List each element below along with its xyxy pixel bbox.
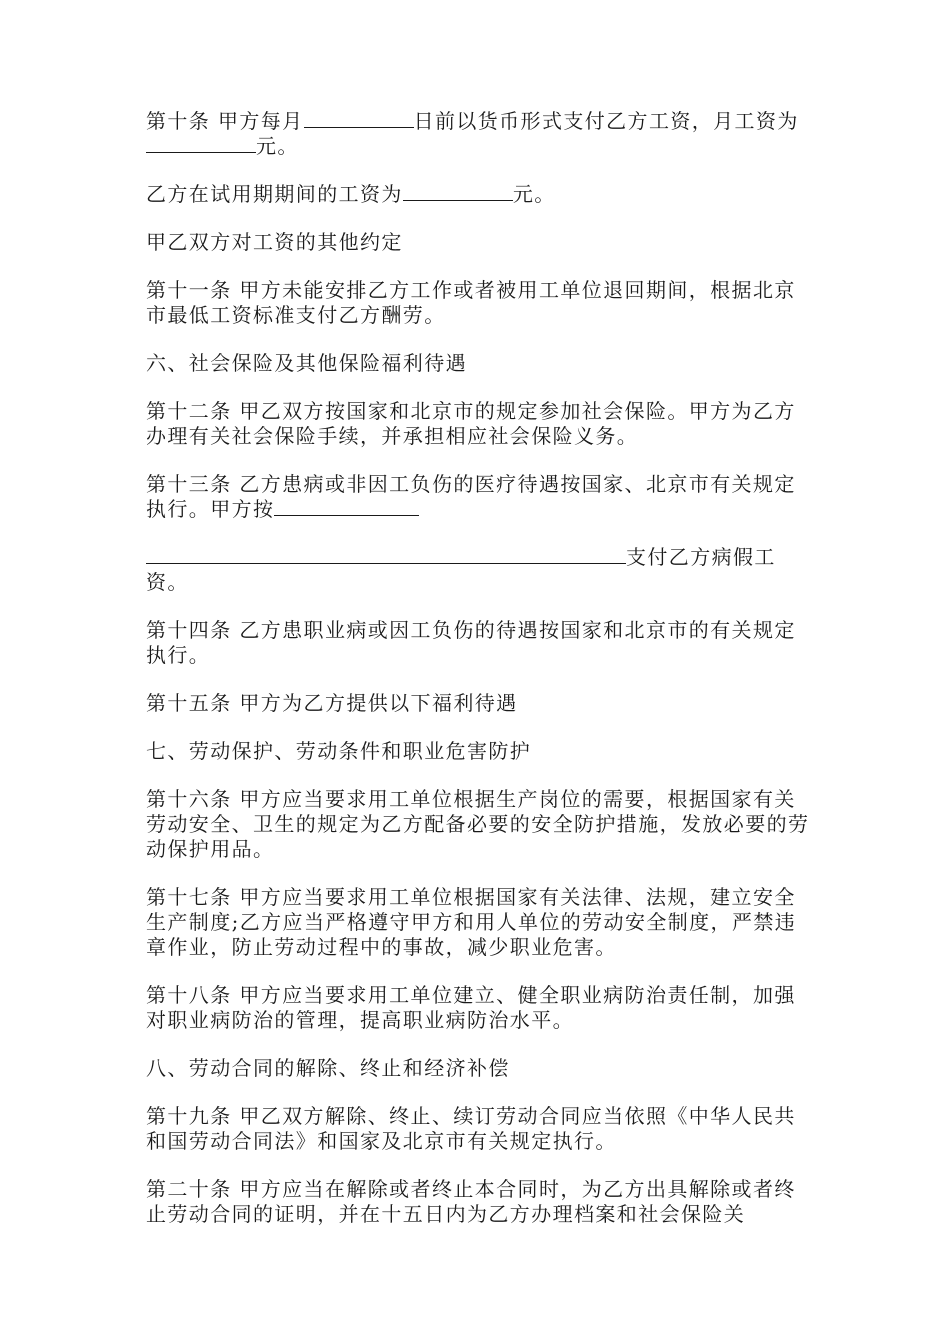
pay-day-blank <box>304 109 414 128</box>
other-wage-agreement: 甲乙双方对工资的其他约定 <box>146 230 403 254</box>
article-13 <box>146 472 814 522</box>
trial-wage-text-a: 乙方在试用期期间的工资为 <box>146 182 403 206</box>
article-10 <box>146 109 814 159</box>
article-16: 第十六条 甲方应当要求用工单位根据生产岗位的需要，根据国家有关劳动安全、卫生的规定为乙方配备必要的安全防护措施，发放必要的劳动保护用品。 <box>146 787 810 861</box>
article-20: 第二十条 甲方应当在解除或者终止本合同时，为乙方出具解除或者终止劳动合同的证明，并在十五日内为乙方办理档案和社会保险关 <box>146 1177 796 1226</box>
sick-pay-blank-2 <box>146 545 626 564</box>
article-10-text-a: 第十条 甲方每月 <box>146 109 304 133</box>
sick-pay-blank-1 <box>274 497 419 516</box>
article-13-text-a: 第十三条 乙方患病或非因工负伤的医疗待遇按国家、北京市有关规定执行。甲方按 <box>146 472 796 521</box>
article-10-text-b: 日前以货币形式支付乙方工资，月工资为 <box>413 109 799 133</box>
article-18: 第十八条 甲方应当要求用工单位建立、健全职业病防治责任制，加强对职业病防治的管理，提高职业病防治水平。 <box>146 983 796 1032</box>
article-14: 第十四条 乙方患职业病或因工负伤的待遇按国家和北京市的有关规定执行。 <box>146 618 796 667</box>
article-17: 第十七条 甲方应当要求用工单位根据国家有关法律、法规，建立安全生产制度;乙方应当严格遵守甲方和用人单位的劳动安全制度，严禁违章作业，防止劳动过程中的事故，减少职业危害。 <box>146 885 797 959</box>
article-13-continued <box>146 545 814 595</box>
section-heading-6: 六、社会保险及其他保险福利待遇 <box>146 351 467 375</box>
article-11: 第十一条 甲方未能安排乙方工作或者被用工单位退回期间，根据北京市最低工资标准支付乙方酬劳。 <box>146 278 796 327</box>
monthly-wage-blank <box>146 134 256 153</box>
trial-wage <box>146 182 814 207</box>
article-12: 第十二条 甲乙双方按国家和北京市的规定参加社会保险。甲方为乙方办理有关社会保险手续，并承担相应社会保险义务。 <box>146 399 796 448</box>
trial-wage-text-b: 元。 <box>512 182 556 206</box>
article-19: 第十九条 甲乙双方解除、终止、续订劳动合同应当依照《中华人民共和国劳动合同法》和国家及北京市有关规定执行。 <box>146 1104 796 1153</box>
section-heading-7: 七、劳动保护、劳动条件和职业危害防护 <box>146 739 532 763</box>
article-13-text-b: 支付乙方病假工资。 <box>146 545 776 594</box>
document-page <box>146 109 814 1250</box>
trial-wage-blank <box>403 182 513 201</box>
section-heading-8: 八、劳动合同的解除、终止和经济补偿 <box>146 1056 510 1080</box>
article-15: 第十五条 甲方为乙方提供以下福利待遇 <box>146 691 518 715</box>
article-10-text-c: 元。 <box>256 134 299 158</box>
